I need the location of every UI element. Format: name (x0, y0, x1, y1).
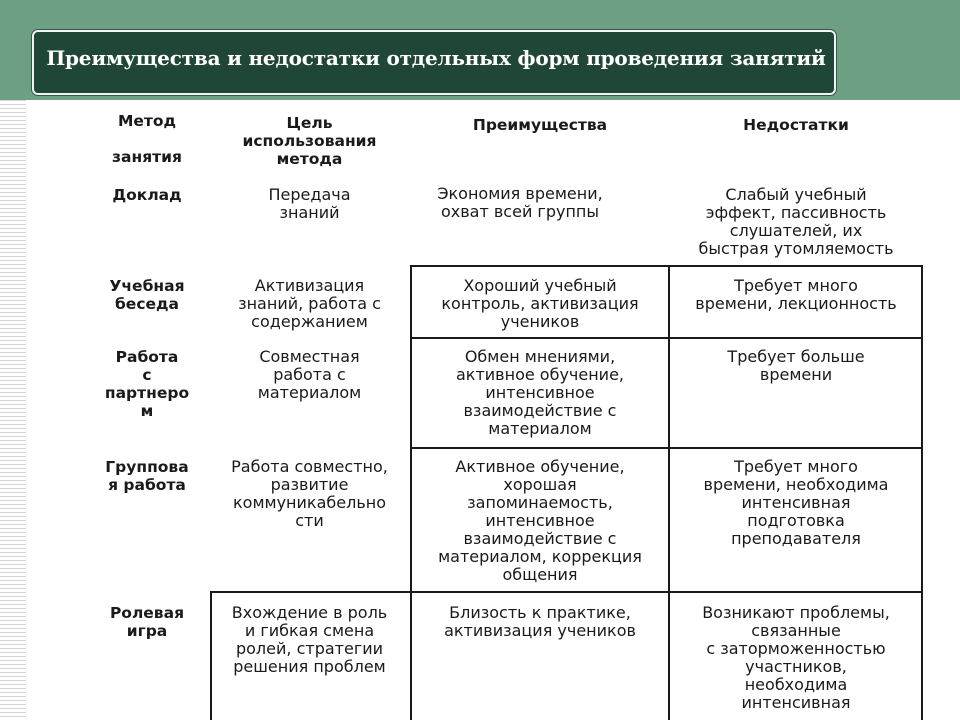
header-method: Метод занятия (112, 112, 182, 166)
grid-line (410, 265, 412, 720)
row-pros: Экономия времени, охват всей группы (437, 185, 603, 221)
row-method: Учебная беседа (109, 277, 185, 313)
header-cons: Недостатки (743, 116, 849, 134)
row-cons: Требует много времени, лекционность (695, 277, 897, 313)
row-goal: Совместная работа с материалом (257, 348, 362, 402)
row-pros: Хороший учебный контроль, активизация учеников (441, 277, 639, 331)
grid-line (410, 447, 923, 449)
row-cons: Требует больше времени (727, 348, 865, 384)
decorative-stripes (0, 100, 26, 720)
grid-line (410, 337, 923, 339)
header-pros: Преимущества (472, 116, 608, 134)
row-method: Доклад (112, 186, 182, 204)
row-cons: Требует много времени, необходима интенсивная подготовка преподавателя (703, 458, 889, 548)
row-goal: Вхождение в роль и гибкая смена ролей, стратегии решения проблем (231, 604, 388, 676)
row-cons: Возникают проблемы, связанные с заторможенностью участников, необходима интенсивная (702, 604, 890, 712)
row-cons: Слабый учебный эффект, пассивность слушателей, их быстрая утомляемость (698, 186, 894, 258)
row-method: Ролевая игра (109, 604, 185, 640)
grid-line (668, 265, 670, 720)
grid-line (410, 265, 923, 267)
row-method: Группова я работа (105, 458, 189, 494)
header-goal: Цель использования метода (242, 114, 377, 168)
grid-line (210, 591, 212, 720)
grid-line (921, 265, 923, 720)
row-method: Работа с партнеро м (104, 348, 190, 420)
row-goal: Активизация знаний, работа с содержанием (238, 277, 381, 331)
row-goal: Работа совместно, развитие коммуникабельно сти (231, 458, 388, 530)
row-pros: Близость к практике, активизация учеников (444, 604, 636, 640)
grid-line (210, 591, 923, 593)
row-goal: Передача знаний (268, 186, 351, 222)
row-pros: Активное обучение, хорошая запоминаемость, интенсивное взаимодействие с материалом, коррекция общения (438, 458, 642, 584)
page-title: Преимущества и недостатки отдельных форм проведения занятий (46, 46, 826, 70)
row-pros: Обмен мнениями, активное обучение, интенсивное взаимодействие с материалом (455, 348, 624, 438)
